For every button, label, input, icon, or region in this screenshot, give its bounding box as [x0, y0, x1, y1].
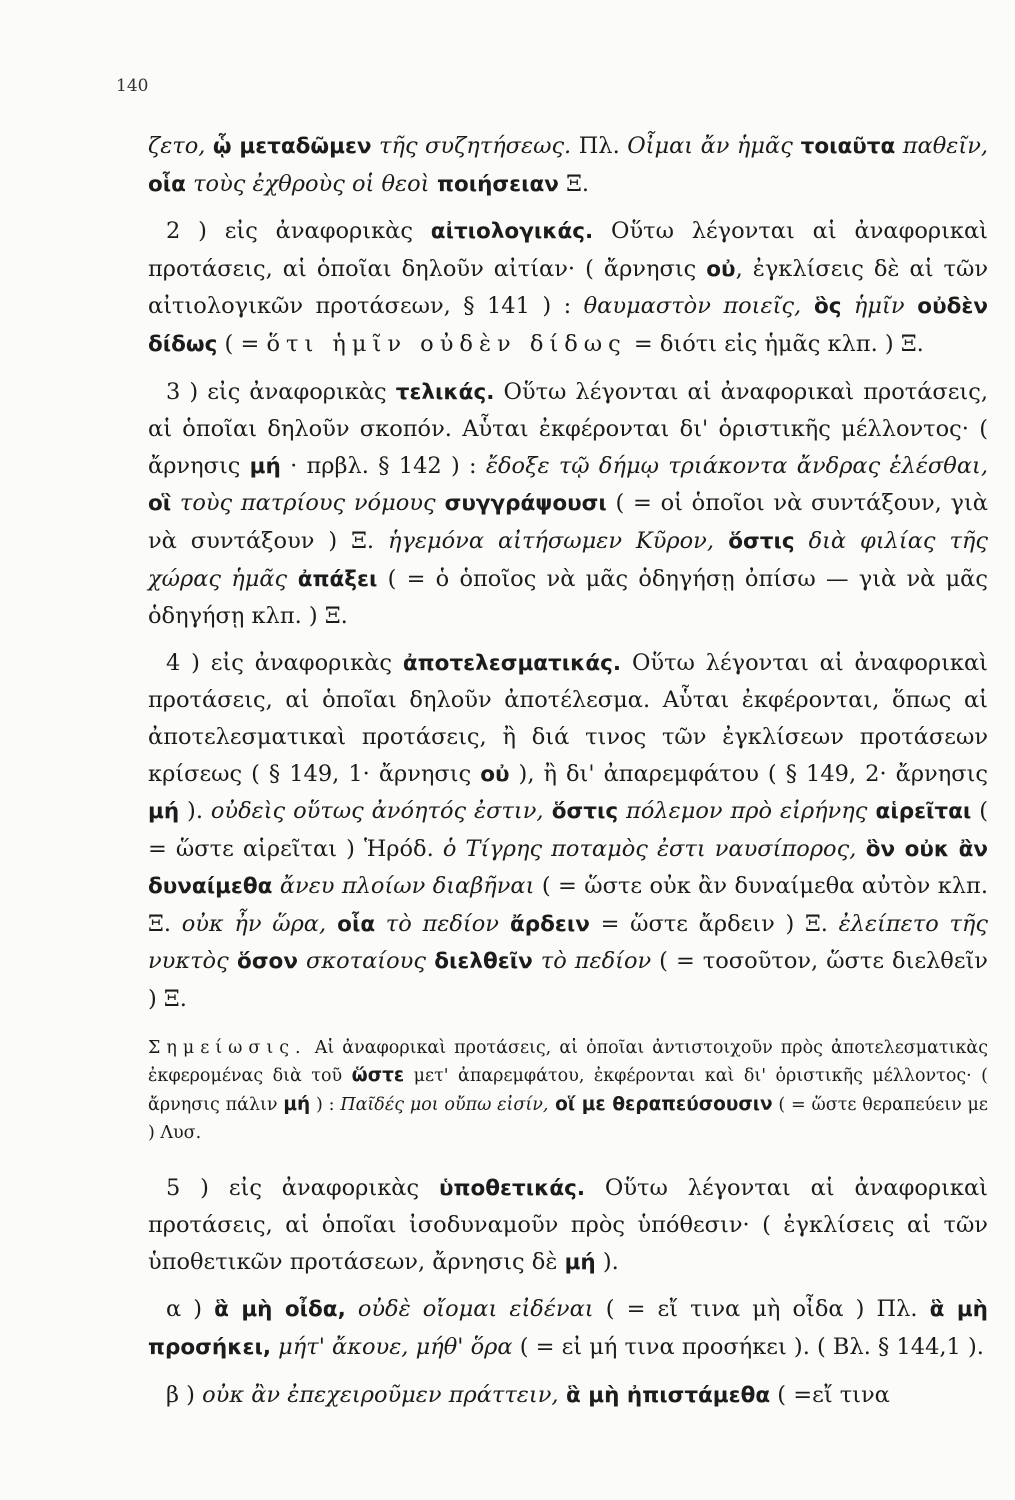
text-run: 3 ) εἰς ἀναφορικὰς: [166, 378, 396, 405]
text-run: ( = τοσοῦτον, ὥστε διελθεῖν ) Ξ.: [148, 948, 988, 1013]
bold-term: οἳ: [148, 491, 172, 517]
italic-example: Οἶμαι ἄν ἡμᾶς: [627, 133, 793, 159]
text-run: 2 ) εἰς ἀναφορικὰς: [166, 218, 431, 245]
bold-term: ἃ μὴ προσήκει,: [148, 1297, 988, 1361]
italic-example: Παῖδές μοι οὔπω εἰσίν,: [340, 1094, 549, 1115]
text-run: 5 ) εἰς ἀναφορικὰς: [166, 1174, 439, 1201]
italic-example: θαυμαστὸν ποιεῖς,: [583, 293, 802, 320]
text-run: ).: [595, 1248, 619, 1275]
page-number: 140: [116, 76, 149, 96]
text-run: Οὕτω λέγονται αἱ ἀναφορικαὶ προτάσεις, αἱ ὁποῖαι δηλοῦν σκοπόν. Αὗται ἐκφέρονται δι' ὁριστικῆς μέλλοντος· ( ἄρνησις: [148, 378, 988, 479]
bold-term: ᾧ μεταδῶμεν: [212, 134, 372, 159]
bold-term: ὅσον: [228, 949, 298, 975]
text-run: Ξ.: [558, 170, 590, 197]
italic-example: οὐκ ἦν ὥρα,: [181, 910, 327, 937]
italic-example: ἡμῖν: [841, 293, 905, 320]
text-run: ( = ὁ ὁποῖος νὰ μᾶς ὁδηγήσῃ ὀπίσω — γιὰ νὰ μᾶς ὁδηγήσῃ κλπ. ) Ξ.: [148, 565, 988, 630]
bold-term: ὅστις: [543, 799, 619, 825]
bold-term: ὃς: [801, 294, 842, 320]
text-run: β ): [166, 1381, 203, 1408]
text-run: ( = ὥστε αἱρεῖται ) Ἡρόδ.: [148, 798, 988, 862]
bold-term: ὥστε: [351, 1065, 405, 1087]
text-run: Πλ.: [571, 133, 628, 159]
text-run: ( = εἰ μή τινα προσήκει ). ( Βλ. § 144,1 ).: [512, 1334, 984, 1361]
text-paragraph: [148, 1170, 988, 1282]
italic-example: σκοταίους: [297, 948, 426, 975]
text-run: Οὕτω λέγονται αἱ ἀναφορικαὶ προτάσεις, αἱ ὁποῖαι δηλοῦν αἰτίαν· ( ἄρνησις: [148, 218, 988, 282]
text-run: ( =: [217, 330, 267, 357]
text-run: ( = εἴ τινα μὴ οἶδα ) Πλ.: [593, 1296, 930, 1323]
italic-example: διὰ φιλίας τῆς χώρας ἡμᾶς: [148, 527, 988, 592]
italic-example: τὸ πεδίον: [375, 910, 499, 937]
text-run: ( =εἴ τινα: [770, 1381, 890, 1408]
text-run: ).: [179, 798, 211, 825]
bold-term: οἷα: [326, 911, 376, 937]
italic-example: οὐκ ἂν ἐπεχειροῦμεν πράττειν,: [202, 1381, 559, 1408]
italic-example: τῆς συζητήσεως.: [371, 133, 572, 159]
bold-term: τοιαῦτα: [792, 134, 896, 159]
text-run: = ὥστε ἄρδειν ) Ξ.: [589, 910, 839, 937]
bold-term: ὃν οὐκ ἂν δυναίμεθα: [148, 836, 989, 900]
bold-term: οὐ: [480, 761, 510, 787]
italic-example: ζετο,: [148, 133, 213, 159]
italic-example: οὐδὲ οἴομαι εἰδέναι: [345, 1296, 594, 1323]
text-run: Οὕτω λέγονται αἱ ἀναφορικαὶ προτάσεις, αἱ ὁποῖαι ἰσοδυναμοῦν πρὸς ὑπόθεσιν· ( ἐγκλίσεις αἱ τῶν ὑποθετικῶν προτάσεων, ἄρνησις δὲ: [148, 1174, 988, 1275]
italic-example: πόλεμον πρὸ εἰρήνης: [618, 798, 868, 825]
text-run: · πρβλ. § 142 ) :: [280, 452, 486, 479]
text-run: Οὕτω λέγονται αἱ ἀναφορικαὶ προτάσεις, αἱ ὁποῖαι δηλοῦν ἀποτέλεσμα. Αὗται ἐκφέρονται, ὅπως αἱ ἀποτελεσματικαὶ προτάσεις, ἢ διά τινος τῶν ἐγκλίσεων προτάσεων κρίσεως ( § 149, 1· ἄρνησις: [148, 649, 989, 787]
bold-term: ἃ μὴ οἶδα,: [214, 1297, 346, 1323]
bold-term: μή: [148, 799, 180, 825]
italic-example: ἡγεμόνα αἰτήσωμεν Κῦρον,: [388, 527, 715, 554]
bold-term: μή: [283, 1093, 311, 1115]
bold-term: ὅστις: [714, 528, 795, 554]
bold-term: ὑποθετικάς.: [438, 1175, 586, 1201]
italic-example: παθεῖν,: [895, 133, 989, 159]
bold-term: ἃ μὴ ἠπιστάμεθα: [558, 1382, 771, 1408]
text-run: ( = οἱ ὁποῖοι νὰ συντάξουν, γιὰ νὰ συντάξουν ) Ξ.: [148, 490, 988, 554]
bold-term: ἀποτελεσματικάς.: [402, 650, 622, 676]
page-body: [148, 128, 988, 1414]
text-paragraph: [148, 213, 988, 363]
italic-example: ὁ Τίγρης ποταμὸς ἐστι ναυσίπορος,: [442, 835, 857, 862]
note-paragraph: [148, 1034, 988, 1148]
text-run: α ): [166, 1296, 215, 1323]
italic-example: ἄνευ πλοίων διαβῆναι: [272, 873, 535, 900]
italic-example: τοὺς ἐχθροὺς οἱ θεοὶ: [185, 170, 430, 197]
text-paragraph: [148, 128, 988, 203]
bold-term: μή: [249, 453, 281, 479]
bold-term: μή: [564, 1249, 596, 1275]
text-run: ), ἢ δι' ἀπαρεμφάτου ( § 149, 2· ἄρνησις: [509, 760, 988, 787]
text-paragraph: [148, 1377, 988, 1415]
italic-example: ἔδοξε τῷ δήμῳ τριάκοντα ἄνδρας ἑλέσθαι,: [485, 452, 988, 479]
text-run: = διότι εἰς ἡμᾶς κλπ. ) Ξ.: [626, 330, 924, 357]
text-run: Αἱ ἀναφορικαὶ προτάσεις, αἱ ὁποῖαι ἀντιστοιχοῦν πρὸς ἀποτελεσματικὰς ἐκφερομένας διὰ τοῦ: [148, 1037, 988, 1087]
italic-example: οὐδεὶς οὕτως ἀνόητός ἐστιν,: [210, 798, 544, 825]
text-paragraph: [148, 374, 988, 635]
text-run: 4 ) εἰς ἀναφορικὰς: [166, 649, 403, 676]
text-run: , ἐγκλίσεις δὲ αἱ τῶν αἰτιολογικῶν προτάσεων, § 141 ) :: [148, 255, 989, 320]
italic-example: τὸ πεδίον: [532, 948, 652, 975]
bold-term: τελικάς.: [395, 379, 495, 405]
bold-term: οἷα: [148, 171, 186, 197]
text-run: ( = ὥστε οὐκ ἂν δυναίμεθα αὐτὸν κλπ. Ξ.: [148, 873, 988, 937]
bold-term: αἱρεῖται: [867, 799, 972, 825]
text-run: ( = ὥστε θεραπεύειν με ) Λυσ.: [148, 1094, 988, 1144]
bold-term: αἰτιολογικάς.: [430, 219, 594, 245]
bold-term: διελθεῖν: [425, 949, 533, 975]
italic-example: τοὺς πατρίους νόμους: [171, 490, 436, 517]
bold-term: οὐδὲν δίδως: [148, 294, 988, 357]
italic-example: μήτ' ἄκουε, μήθ' ὅρα: [271, 1334, 513, 1361]
text-run: μετ' ἀπαρεμφάτου, ἐκφέρονται καὶ δι' ὁριστικῆς μέλλοντος· ( ἄρνησις πάλιν: [148, 1066, 989, 1115]
bold-term: ἄρδειν: [498, 911, 590, 937]
spaced-text: ὅτι ἡμῖν οὐδὲν δίδως: [266, 330, 627, 357]
text-paragraph: [148, 645, 988, 1018]
bold-term: οἵ με θεραπεύσουσιν: [548, 1093, 773, 1115]
bold-term: ἀπάξει: [287, 566, 378, 592]
bold-term: ποιήσειαν: [429, 171, 559, 197]
spaced-text: Σημείωσις.: [148, 1037, 307, 1058]
text-run: ) :: [310, 1094, 341, 1115]
bold-term: συγγράψουσι: [435, 491, 607, 517]
italic-example: ἐλείπετο τῆς νυκτὸς: [148, 910, 988, 975]
text-paragraph: [148, 1291, 988, 1366]
bold-term: οὐ: [706, 256, 736, 282]
